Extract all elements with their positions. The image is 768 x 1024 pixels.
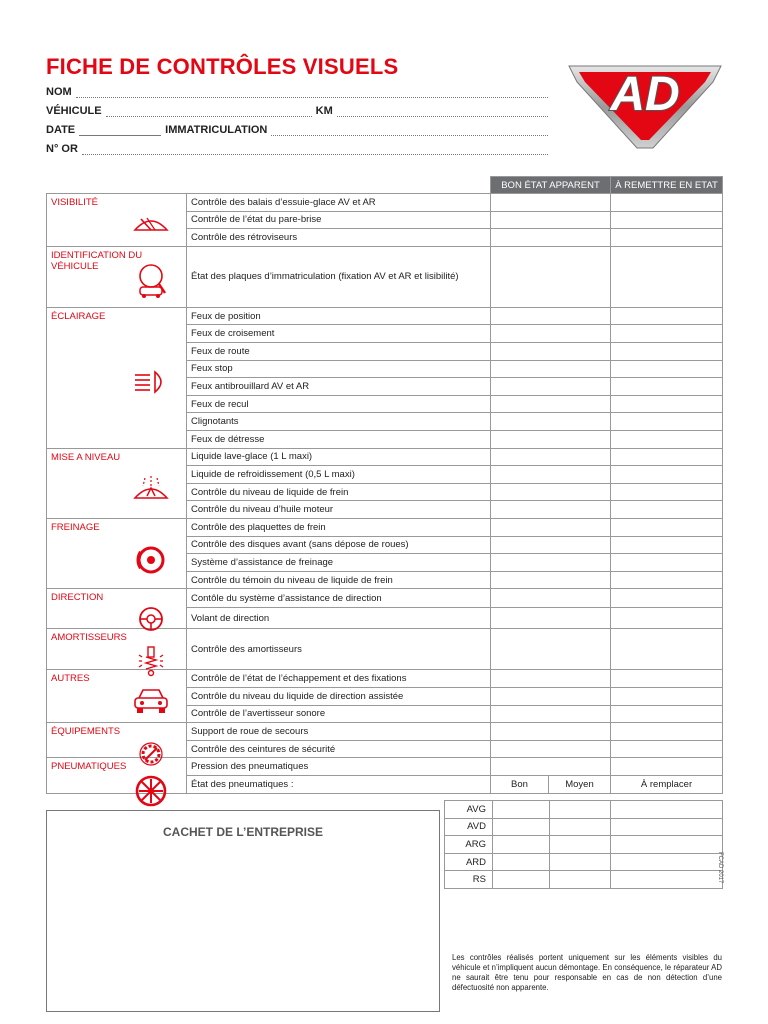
- tire-row: [445, 853, 723, 871]
- tire-remplacer-cell[interactable]: [611, 853, 723, 871]
- checkbox-bon[interactable]: [491, 413, 611, 431]
- control-item: Contrôle du niveau du liquide de direction assistée: [187, 687, 491, 705]
- checkbox-remettre[interactable]: [611, 740, 723, 758]
- table-row: [47, 670, 723, 688]
- nor-label: N° OR: [46, 143, 78, 155]
- header-blank: [187, 177, 491, 194]
- table-row: [47, 723, 723, 741]
- checkbox-remettre[interactable]: [611, 501, 723, 519]
- checkbox-bon[interactable]: [491, 378, 611, 396]
- category-2: ÉCLAIRAGE: [47, 307, 187, 448]
- headlight-icon: [131, 368, 171, 396]
- control-item: Support de roue de secours: [187, 723, 491, 741]
- checkbox-bon[interactable]: [491, 395, 611, 413]
- category-5: DIRECTION: [47, 589, 187, 629]
- washer-fluid-icon: [131, 474, 171, 502]
- nor-line: [46, 143, 552, 155]
- checkbox-remettre[interactable]: [611, 723, 723, 741]
- tire-remplacer-cell[interactable]: [611, 871, 723, 889]
- checkbox-remettre[interactable]: [611, 466, 723, 484]
- brake-disc-icon: [131, 544, 171, 576]
- immat-field[interactable]: [271, 126, 548, 136]
- control-item: Contrôle des ceintures de sécurité: [187, 740, 491, 758]
- tire-bon-cell[interactable]: [493, 871, 550, 889]
- tire-position-avd: AVD: [445, 818, 493, 836]
- checkbox-bon[interactable]: [491, 501, 611, 519]
- vehicule-line: [46, 105, 552, 117]
- table-row: [47, 307, 723, 325]
- category-9: PNEUMATIQUES: [47, 758, 187, 794]
- control-item: Système d’assistance de freinage: [187, 554, 491, 572]
- category-3: MISE A NIVEAU: [47, 448, 187, 518]
- tire-moyen-cell[interactable]: [550, 818, 611, 836]
- checkbox-remettre[interactable]: [611, 343, 723, 361]
- control-item: Contrôle des disques avant (sans dépose de roues): [187, 536, 491, 554]
- nom-line: [46, 86, 552, 98]
- checkbox-remettre[interactable]: [611, 608, 723, 629]
- category-4: FREINAGE: [47, 519, 187, 589]
- checkbox-remettre[interactable]: [611, 571, 723, 589]
- page-title: FICHE DE CONTRÔLES VISUELS: [46, 54, 399, 79]
- car-front-icon: [131, 686, 171, 716]
- checkbox-remettre[interactable]: [611, 229, 723, 247]
- km-field[interactable]: [337, 107, 548, 117]
- table-row: [47, 194, 723, 212]
- checkbox-remettre[interactable]: [611, 211, 723, 229]
- checkbox-bon[interactable]: [491, 229, 611, 247]
- checkbox-bon[interactable]: [491, 360, 611, 378]
- control-item: Feux de détresse: [187, 431, 491, 449]
- tire-bon-cell[interactable]: [493, 818, 550, 836]
- table-row: [47, 758, 723, 776]
- nom-label: NOM: [46, 86, 72, 98]
- checkbox-remettre[interactable]: [611, 687, 723, 705]
- tire-col-moyen: Moyen: [565, 778, 594, 790]
- tire-col-remplacer: À remplacer: [611, 775, 723, 793]
- tires-table: [444, 800, 723, 889]
- date-label: DATE: [46, 124, 76, 136]
- checkbox-bon[interactable]: [491, 466, 611, 484]
- category-1: IDENTIFICATION DU VÉHICULE: [47, 246, 187, 307]
- checkbox-bon[interactable]: [491, 705, 611, 723]
- table-row: [47, 589, 723, 608]
- category-6: AMORTISSEURS: [47, 629, 187, 670]
- checkbox-bon[interactable]: [491, 343, 611, 361]
- table-row: [47, 448, 723, 466]
- vehicule-label: VÉHICULE: [46, 105, 102, 117]
- checkbox-remettre[interactable]: [611, 307, 723, 325]
- column-header-remettre: À REMETTRE EN ETAT: [611, 177, 723, 194]
- tire-header-bon: [491, 775, 611, 793]
- control-item: Clignotants: [187, 413, 491, 431]
- checkbox-bon[interactable]: [491, 629, 611, 670]
- date-field[interactable]: [79, 126, 161, 136]
- category-8: ÉQUIPEMENTS: [47, 723, 187, 758]
- checkbox-remettre[interactable]: [611, 360, 723, 378]
- checkbox-bon[interactable]: [491, 758, 611, 776]
- side-code: FCAD 2017: [717, 852, 723, 884]
- tire-moyen-cell[interactable]: [550, 871, 611, 889]
- table-row: [47, 629, 723, 670]
- checkbox-bon[interactable]: [491, 554, 611, 572]
- control-item: Contrôle de l’état du pare-brise: [187, 211, 491, 229]
- checkbox-remettre[interactable]: [611, 670, 723, 688]
- control-item: État des pneumatiques :: [187, 775, 491, 793]
- tire-position-ard: ARD: [445, 853, 493, 871]
- km-label: KM: [315, 105, 333, 117]
- checkbox-remettre[interactable]: [611, 758, 723, 776]
- tire-remplacer-cell[interactable]: [611, 801, 723, 819]
- vehicule-field[interactable]: [106, 107, 312, 117]
- control-item: Contrôle du témoin du niveau de liquide de frein: [187, 571, 491, 589]
- control-item: Contrôle des plaquettes de frein: [187, 519, 491, 537]
- tire-row: [445, 836, 723, 854]
- checkbox-remettre[interactable]: [611, 554, 723, 572]
- wheel-icon: [131, 774, 171, 808]
- checkbox-remettre[interactable]: [611, 378, 723, 396]
- checkbox-bon[interactable]: [491, 608, 611, 629]
- tire-bon-cell[interactable]: [493, 801, 550, 819]
- date-line: [46, 124, 552, 136]
- checkbox-remettre[interactable]: [611, 629, 723, 670]
- checkbox-remettre[interactable]: [611, 194, 723, 212]
- tire-position-rs: RS: [445, 871, 493, 889]
- checkbox-bon[interactable]: [491, 571, 611, 589]
- tire-moyen-cell[interactable]: [550, 801, 611, 819]
- checkbox-remettre[interactable]: [611, 536, 723, 554]
- checkbox-bon[interactable]: [491, 325, 611, 343]
- tire-moyen-cell[interactable]: [550, 853, 611, 871]
- header-blank: [47, 177, 187, 194]
- checkbox-bon[interactable]: [491, 519, 611, 537]
- checkbox-remettre[interactable]: [611, 325, 723, 343]
- immat-label: IMMATRICULATION: [165, 124, 268, 136]
- logo-text: AD: [610, 68, 680, 121]
- control-item: État des plaques d’immatriculation (fixation AV et AR et lisibilité): [187, 246, 491, 307]
- tire-remplacer-cell[interactable]: [611, 818, 723, 836]
- tire-bon-cell[interactable]: [493, 836, 550, 854]
- table-row: [47, 519, 723, 537]
- control-item: Contrôle des amortisseurs: [187, 629, 491, 670]
- tire-bon-cell[interactable]: [493, 853, 550, 871]
- header-row: [47, 177, 723, 194]
- category-7: AUTRES: [47, 670, 187, 723]
- checkbox-remettre[interactable]: [611, 519, 723, 537]
- control-item: Liquide lave-glace (1 L maxi): [187, 448, 491, 466]
- checkbox-bon[interactable]: [491, 307, 611, 325]
- tire-position-arg: ARG: [445, 836, 493, 854]
- nor-field[interactable]: [82, 145, 548, 155]
- tire-moyen-cell[interactable]: [550, 836, 611, 854]
- control-item: Contrôle du niveau de liquide de frein: [187, 483, 491, 501]
- checkbox-bon[interactable]: [491, 211, 611, 229]
- checkbox-remettre[interactable]: [611, 705, 723, 723]
- control-item: Contrôle de l’avertisseur sonore: [187, 705, 491, 723]
- checkbox-remettre[interactable]: [611, 589, 723, 608]
- company-stamp-title: CACHET DE L’ENTREPRISE: [162, 825, 324, 839]
- control-item: Contrôle des rétroviseurs: [187, 229, 491, 247]
- control-item: Contrôle de l’état de l’échappement et des fixations: [187, 670, 491, 688]
- controls-table: [46, 176, 723, 794]
- checkbox-bon[interactable]: [491, 483, 611, 501]
- control-item: Volant de direction: [187, 608, 491, 629]
- checkbox-bon[interactable]: [491, 431, 611, 449]
- control-item: Feux de route: [187, 343, 491, 361]
- checkbox-bon[interactable]: [491, 536, 611, 554]
- disclaimer-note: Les contrôles réalisés portent uniquement sur les éléments visibles du véhicule et n’impliquent aucun démontage. En conséquence, le réparateur AD ne saurait être tenu pour responsable en cas de non détection d’une défectuosité non apparente.: [452, 953, 722, 992]
- ad-logo: [565, 52, 725, 152]
- control-item: Liquide de refroidissement (0,5 L maxi): [187, 466, 491, 484]
- windshield-wiper-icon: [131, 210, 171, 234]
- table-row: [47, 246, 723, 307]
- checkbox-remettre[interactable]: [611, 246, 723, 307]
- control-item: Contôle du système d’assistance de direction: [187, 589, 491, 608]
- checkbox-remettre[interactable]: [611, 413, 723, 431]
- company-stamp-box[interactable]: [46, 810, 440, 1012]
- control-item: Feux de position: [187, 307, 491, 325]
- tire-row: [445, 871, 723, 889]
- checkbox-bon[interactable]: [491, 687, 611, 705]
- tire-position-avg: AVG: [445, 801, 493, 819]
- car-search-icon: [131, 263, 171, 299]
- checkbox-remettre[interactable]: [611, 431, 723, 449]
- tire-remplacer-cell[interactable]: [611, 836, 723, 854]
- category-0: VISIBILITÉ: [47, 194, 187, 247]
- checkbox-bon[interactable]: [491, 670, 611, 688]
- checkbox-bon[interactable]: [491, 589, 611, 608]
- column-header-bon: BON ÉTAT APPARENT: [491, 177, 611, 194]
- tire-row: [445, 818, 723, 836]
- checkbox-remettre[interactable]: [611, 395, 723, 413]
- checkbox-remettre[interactable]: [611, 448, 723, 466]
- checkbox-bon[interactable]: [491, 246, 611, 307]
- control-item: Feux stop: [187, 360, 491, 378]
- checkbox-bon[interactable]: [491, 448, 611, 466]
- control-item: Feux de croisement: [187, 325, 491, 343]
- checkbox-bon[interactable]: [491, 723, 611, 741]
- control-item: Feux de recul: [187, 395, 491, 413]
- nom-field[interactable]: [76, 88, 548, 98]
- tire-row: [445, 801, 723, 819]
- checkbox-bon[interactable]: [491, 740, 611, 758]
- tire-col-bon: Bon: [491, 776, 549, 793]
- control-item: Contrôle du niveau d’huile moteur: [187, 501, 491, 519]
- checkbox-bon[interactable]: [491, 194, 611, 212]
- checkbox-remettre[interactable]: [611, 483, 723, 501]
- control-item: Feux antibrouillard AV et AR: [187, 378, 491, 396]
- control-item: Pression des pneumatiques: [187, 758, 491, 776]
- control-item: Contrôle des balais d’essuie-glace AV et AR: [187, 194, 491, 212]
